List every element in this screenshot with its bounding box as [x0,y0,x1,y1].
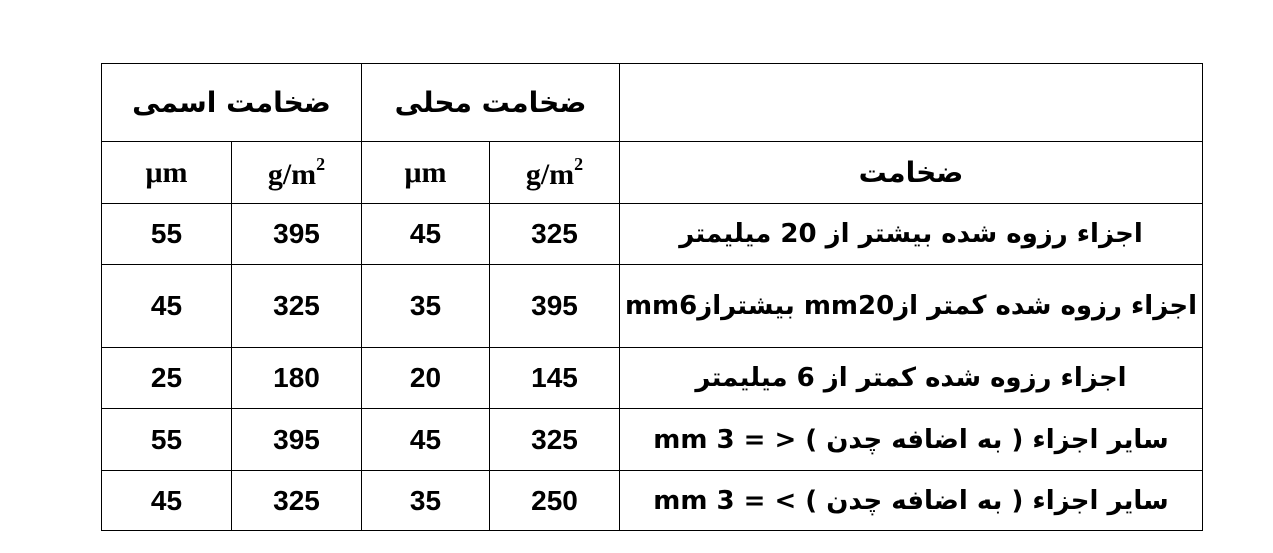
nominal-gm2-cell: 325 [232,471,362,531]
nominal-thickness-header: ضخامت اسمی [102,64,362,142]
row-label: اجزاء رزوه شده بیشتر از 20 میلیمتر [620,204,1203,265]
row-label: اجزاء رزوه شده کمتر ازmm20 بیشترازmm6 [620,265,1203,348]
local-um-cell: 20 [362,348,490,409]
row-header-title: ضخامت [620,142,1203,204]
local-gm2-cell: 325 [490,409,620,471]
nominal-um-cell: 45 [102,471,232,531]
table-row [102,204,1203,265]
local-um-cell: 35 [362,265,490,348]
group-header-row [102,64,1203,142]
local-um-cell: 45 [362,204,490,265]
nominal-um-cell: 25 [102,348,232,409]
table-row [102,348,1203,409]
local-um-cell: 45 [362,409,490,471]
nominal-gm2-cell: 395 [232,204,362,265]
row-label: اجزاء رزوه شده کمتر از 6 میلیمتر [620,348,1203,409]
local-gm2-cell: 325 [490,204,620,265]
table-row [102,409,1203,471]
nominal-um-cell: 55 [102,204,232,265]
table-row [102,265,1203,348]
local-um-unit: μm [362,142,490,204]
table-row [102,471,1203,531]
row-label: سایر اجزاء ( به اضافه چدن ) > = 3 mm [620,471,1203,531]
nominal-gm2-cell: 325 [232,265,362,348]
unit-header-row [102,142,1203,204]
nominal-um-unit: μm [102,142,232,204]
row-label: سایر اجزاء ( به اضافه چدن ) < = 3 mm [620,409,1203,471]
local-gm2-cell: 250 [490,471,620,531]
nominal-um-cell: 45 [102,265,232,348]
thickness-table [101,63,1203,531]
local-gm2-unit: $g/m^2$ [490,142,620,204]
local-gm2-cell: 145 [490,348,620,409]
local-thickness-header: ضخامت محلی [362,64,620,142]
local-um-cell: 35 [362,471,490,531]
local-gm2-cell: 395 [490,265,620,348]
nominal-gm2-unit: $g/m^2$ [232,142,362,204]
nominal-gm2-cell: 395 [232,409,362,471]
nominal-gm2-cell: 180 [232,348,362,409]
nominal-um-cell: 55 [102,409,232,471]
empty-corner-cell [620,64,1203,142]
